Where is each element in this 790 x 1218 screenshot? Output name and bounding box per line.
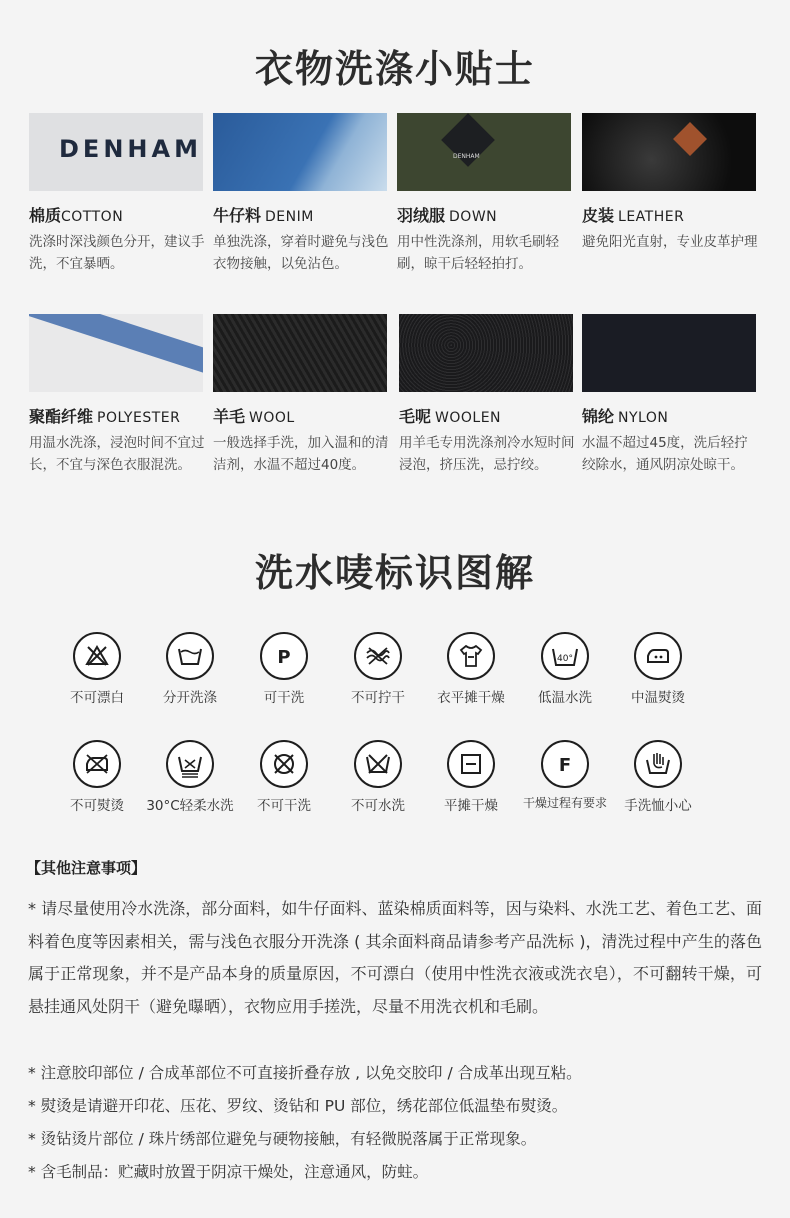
fabric-description: 水温不超过45度，洗后轻拧绞除水，通风阴凉处晾干。	[582, 435, 748, 473]
no-iron-icon	[73, 740, 121, 788]
care-symbol-gentle-wash: 30°C轻柔水洗	[142, 740, 238, 814]
care-symbol-no-dry-clean: 不可干洗	[236, 740, 332, 814]
fabric-description: 洗涤时深浅颜色分开，建议手洗，不宜暴晒。	[29, 234, 205, 272]
care-symbol-hand-wash: 手洗恤小心	[610, 740, 706, 814]
fabric-card-nylon	[582, 314, 758, 476]
dry-clean-p-icon	[260, 632, 308, 680]
care-symbol-dry-flat: 平摊干燥	[423, 740, 519, 814]
care-symbol-no-iron: 不可熨烫	[49, 740, 145, 814]
no-dry-clean-icon	[260, 740, 308, 788]
section-title-tips: 衣物洗涤小贴士	[254, 47, 535, 91]
no-wring-icon	[354, 632, 402, 680]
down-swatch-image	[397, 113, 571, 191]
notes-line: * 烫钻烫片部位 / 珠片绣部位避免与硬物接触，有轻微脱落属于正常现象。	[28, 1130, 537, 1148]
fabric-card-denim	[213, 113, 389, 275]
no-bleach-icon	[73, 632, 121, 680]
fabric-description: 用温水洗涤，浸泡时间不宜过长，不宜与深色衣服混洗。	[29, 435, 205, 473]
nylon-swatch-image	[582, 314, 756, 392]
gentle-wash-30-icon	[166, 740, 214, 788]
svg-text:F: F	[558, 755, 572, 776]
fabric-description: 用中性洗涤剂，用软毛刷轻刷，晾干后轻轻拍打。	[397, 234, 559, 272]
fabric-name: 聚酯纤维 POLYESTER	[29, 407, 181, 426]
fabric-description: 单独洗涤，穿着时避免与浅色衣物接触，以免沾色。	[213, 234, 389, 272]
label-tag	[673, 122, 707, 156]
section-title-care-labels: 洗水唛标识图解	[254, 551, 535, 595]
fabric-card-polyester	[29, 314, 205, 476]
notes-line: * 注意胶印部位 / 合成革部位不可直接折叠存放 , 以免交胶印 / 合成革出现互粘。	[28, 1064, 582, 1082]
fabric-name: 羽绒服 DOWN	[397, 206, 498, 225]
fabric-card-leather	[582, 113, 758, 253]
polyester-swatch-image	[29, 314, 203, 392]
dry-flat-shirt-icon	[447, 632, 495, 680]
care-symbol-low-temp-wash: 40° 低温水洗	[517, 632, 613, 706]
leather-swatch-image	[582, 113, 756, 191]
fabric-description: 避免阳光直射，专业皮革护理	[582, 234, 758, 250]
hand-wash-icon	[634, 740, 682, 788]
dry-clean-f-icon	[541, 740, 589, 788]
notes-paragraph: * 请尽量使用冷水洗涤，部分面料，如牛仔面料、蓝染棉质面料等，因与染料、水洗工艺、着色工艺、面料着色度等因素相关，需与浅色衣服分开洗涤 ( 其余面料商品请参考产品洗标 )，清洗过程中产生的落色属于正常现象，并不是产品本身的质量原因，不可漂白（使用中性洗衣液或洗衣皂），不可翻转干燥，可悬挂通风处阴干（避免曝晒），衣物应用手搓洗，尽量不用洗衣机和毛刷。	[28, 899, 762, 1016]
swatch-tag-text: DENHAM	[453, 153, 480, 160]
care-symbol-dry-clean: P 可干洗	[236, 632, 332, 706]
denim-swatch-image	[213, 113, 387, 191]
fabric-name: 毛呢 WOOLEN	[399, 407, 502, 426]
wash-40-icon	[541, 632, 589, 680]
fabric-name: 棉质COTTON	[29, 206, 124, 225]
care-symbol-no-wring: 不可拧干	[330, 632, 426, 706]
fabric-card-cotton	[29, 113, 205, 275]
no-wash-icon	[354, 740, 402, 788]
dry-flat-icon	[447, 740, 495, 788]
fabric-card-woolen	[399, 314, 575, 476]
care-symbol-medium-iron: 中温熨烫	[610, 632, 706, 706]
notes-title: 【其他注意事项】	[26, 859, 147, 877]
svg-text:40°: 40°	[557, 654, 573, 664]
fabric-name: 锦纶 NYLON	[582, 407, 669, 426]
wash-tub-icon	[166, 632, 214, 680]
care-symbol-wash-separately: 分开洗涤	[142, 632, 238, 706]
care-symbol-no-bleach: 不可漂白	[49, 632, 145, 706]
cotton-swatch-image	[29, 113, 203, 191]
fabric-description: 用羊毛专用洗涤剂冷水短时间浸泡，挤压洗，忌拧绞。	[399, 435, 575, 473]
wool-swatch-image	[213, 314, 387, 392]
fabric-card-down	[397, 113, 573, 275]
care-symbol-dry-flat-shirt: 衣平摊干燥	[423, 632, 519, 706]
fabric-name: 皮装 LEATHER	[582, 206, 685, 225]
fabric-description: 一般选择手洗，加入温和的清洁剂，水温不超过40度。	[213, 435, 389, 473]
fabric-name: 牛仔料 DENIM	[213, 206, 314, 225]
notes-line: * 熨烫是请避开印花、压花、罗纹、烫钻和 PU 部位，绣花部位低温垫布熨烫。	[28, 1097, 568, 1115]
fabric-card-wool	[213, 314, 389, 476]
notes-line: * 含毛制品：贮藏时放置于阴凉干燥处，注意通风，防蛀。	[28, 1163, 429, 1181]
fabric-name: 羊毛 WOOL	[213, 407, 295, 426]
swatch-brand-logo: DENHAM	[59, 135, 202, 163]
woolen-swatch-image	[399, 314, 573, 392]
svg-text:P: P	[277, 647, 291, 668]
care-symbol-no-wash: 不可水洗	[330, 740, 426, 814]
iron-medium-icon	[634, 632, 682, 680]
care-symbol-drying-requirement: F 干燥过程有要求	[517, 740, 613, 811]
